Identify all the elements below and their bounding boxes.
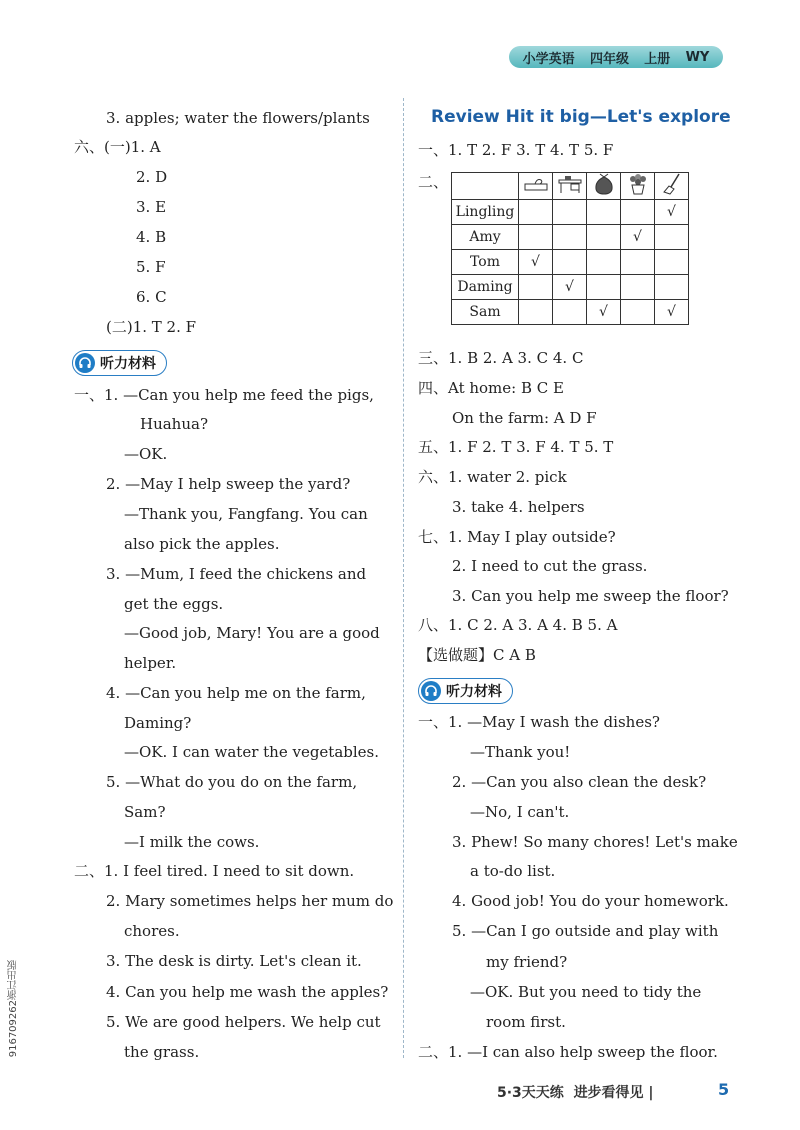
answer-line: Daming? bbox=[124, 714, 192, 732]
answer-line: —Good job, Mary! You are a good bbox=[124, 624, 380, 642]
rubbish-bag-icon bbox=[587, 173, 621, 200]
headphones-icon bbox=[75, 353, 95, 373]
check-cell bbox=[587, 250, 621, 275]
answer-line: 六、(一)1. A bbox=[74, 138, 161, 156]
answer-line: 3. apples; water the flowers/plants bbox=[106, 109, 370, 127]
answer-line: 一、1. T 2. F 3. T 4. T 5. F bbox=[418, 141, 614, 159]
check-cell bbox=[553, 225, 587, 250]
footer-slogan: 进步看得见 bbox=[573, 1085, 644, 1101]
check-cell bbox=[621, 250, 655, 275]
check-cell bbox=[553, 300, 587, 325]
check-cell bbox=[519, 275, 553, 300]
check-cell: √ bbox=[519, 250, 553, 275]
column-divider bbox=[403, 98, 404, 1058]
answer-line: 5. —What do you do on the farm, bbox=[106, 773, 358, 791]
table-row bbox=[452, 250, 689, 275]
answer-line: —OK. I can water the vegetables. bbox=[124, 743, 380, 761]
check-cell bbox=[621, 300, 655, 325]
header-subject: 小学英语 bbox=[522, 51, 575, 67]
answer-line: 3. take 4. helpers bbox=[452, 498, 585, 516]
review-title: Review Hit it big—Let's explore bbox=[431, 107, 731, 127]
table-row bbox=[452, 300, 689, 325]
answer-line: 2. D bbox=[136, 168, 168, 186]
answer-line: a to-do list. bbox=[470, 862, 556, 880]
table-header-row bbox=[452, 173, 689, 200]
answer-line: Sam? bbox=[124, 803, 166, 821]
table-row bbox=[452, 275, 689, 300]
answer-line: 3. Phew! So many chores! Let's make bbox=[452, 833, 738, 851]
row-name: Lingling bbox=[452, 200, 519, 225]
answer-line: 2. I need to cut the grass. bbox=[452, 557, 648, 575]
header-volume: 上册 bbox=[644, 51, 671, 67]
check-cell: √ bbox=[553, 275, 587, 300]
answer-line: 4. —Can you help me on the farm, bbox=[106, 684, 366, 702]
answer-line: (二)1. T 2. F bbox=[106, 318, 197, 336]
answer-line: 3. E bbox=[136, 198, 167, 216]
answer-line: On the farm: A D F bbox=[452, 409, 597, 427]
answer-line: —Thank you! bbox=[470, 743, 571, 761]
answer-line: chores. bbox=[124, 922, 180, 940]
cat-bed-icon bbox=[519, 173, 553, 200]
answer-line: 一、1. —Can you help me feed the pigs, bbox=[74, 386, 374, 404]
check-cell bbox=[519, 225, 553, 250]
row-name: Sam bbox=[452, 300, 519, 325]
answer-line: 五、1. F 2. T 3. F 4. T 5. T bbox=[418, 438, 614, 456]
header-edition: WY bbox=[685, 49, 710, 65]
check-cell bbox=[621, 200, 655, 225]
answer-line: helper. bbox=[124, 654, 177, 672]
desk-icon bbox=[553, 173, 587, 200]
broom-icon bbox=[655, 173, 689, 200]
check-cell: √ bbox=[621, 225, 655, 250]
answer-line: 八、1. C 2. A 3. A 4. B 5. A bbox=[418, 616, 618, 634]
answer-line: —Thank you, Fangfang. You can bbox=[124, 505, 368, 523]
row-name: Tom bbox=[452, 250, 519, 275]
answer-line: 5. We are good helpers. We help cut bbox=[106, 1013, 381, 1031]
listening-badge-right bbox=[418, 678, 513, 704]
answer-line: 3. —Mum, I feed the chickens and bbox=[106, 565, 367, 583]
check-cell bbox=[621, 275, 655, 300]
answer-line: 六、1. water 2. pick bbox=[418, 468, 567, 486]
answer-line: 2. Mary sometimes helps her mum do bbox=[106, 892, 394, 910]
answer-line: —I milk the cows. bbox=[124, 833, 260, 851]
check-cell bbox=[519, 200, 553, 225]
answer-line: 3. Can you help me sweep the floor? bbox=[452, 587, 729, 605]
side-code: 916709262浙江出版 bbox=[8, 960, 19, 1058]
answer-line: 一、1. —May I wash the dishes? bbox=[418, 713, 660, 731]
flower-pot-icon bbox=[621, 173, 655, 200]
answer-line: the grass. bbox=[124, 1043, 200, 1061]
answer-line: —OK. But you need to tidy the bbox=[470, 983, 702, 1001]
answer-line: 三、1. B 2. A 3. C 4. C bbox=[418, 349, 584, 367]
check-cell bbox=[553, 250, 587, 275]
answer-line: 4. B bbox=[136, 228, 167, 246]
answer-line: get the eggs. bbox=[124, 595, 224, 613]
badge-label: 听力材料 bbox=[446, 684, 502, 700]
answer-line: 四、At home: B C E bbox=[418, 379, 564, 397]
footer-brand: 5·3天天练 bbox=[497, 1085, 564, 1101]
answer-line: 5. —Can I go outside and play with bbox=[452, 922, 719, 940]
check-cell bbox=[587, 275, 621, 300]
answer-line: 二、1. —I can also help sweep the floor. bbox=[418, 1043, 718, 1061]
answer-line: 3. The desk is dirty. Let's clean it. bbox=[106, 952, 362, 970]
answer-line: Huahua? bbox=[140, 415, 208, 433]
table-row bbox=[452, 200, 689, 225]
answer-line: 4. Good job! You do your homework. bbox=[452, 892, 729, 910]
headphones-icon bbox=[421, 681, 441, 701]
answer-line: 5. F bbox=[136, 258, 166, 276]
answer-line: 4. Can you help me wash the apples? bbox=[106, 983, 389, 1001]
answer-line: 6. C bbox=[136, 288, 167, 306]
check-cell bbox=[519, 300, 553, 325]
check-cell bbox=[655, 275, 689, 300]
answer-line: also pick the apples. bbox=[124, 535, 280, 553]
listening-badge-left bbox=[72, 350, 167, 376]
table-row bbox=[452, 225, 689, 250]
row-name: Daming bbox=[452, 275, 519, 300]
answer-line: 【选做题】C A B bbox=[418, 646, 536, 664]
answer-line: —OK. bbox=[124, 445, 168, 463]
chores-table bbox=[451, 172, 689, 325]
check-cell bbox=[655, 225, 689, 250]
check-cell: √ bbox=[655, 200, 689, 225]
answer-line: my friend? bbox=[486, 953, 568, 971]
answer-line: room first. bbox=[486, 1013, 566, 1031]
check-cell: √ bbox=[655, 300, 689, 325]
answer-line: 2. —May I help sweep the yard? bbox=[106, 475, 351, 493]
answer-line: 七、1. May I play outside? bbox=[418, 528, 616, 546]
check-cell bbox=[587, 200, 621, 225]
check-cell: √ bbox=[587, 300, 621, 325]
answer-line: 二、 bbox=[418, 173, 449, 191]
book-header bbox=[509, 46, 723, 68]
check-cell bbox=[655, 250, 689, 275]
answer-line: 2. —Can you also clean the desk? bbox=[452, 773, 707, 791]
badge-label: 听力材料 bbox=[100, 356, 156, 372]
answer-line: —No, I can't. bbox=[470, 803, 570, 821]
answer-line: 二、1. I feel tired. I need to sit down. bbox=[74, 862, 355, 880]
check-cell bbox=[587, 225, 621, 250]
check-cell bbox=[553, 200, 587, 225]
row-name: Amy bbox=[452, 225, 519, 250]
footer: 5·3天天练 进步看得见 | bbox=[497, 1085, 654, 1101]
page-number: 5 bbox=[718, 1080, 730, 1099]
header-grade: 四年级 bbox=[589, 51, 629, 67]
